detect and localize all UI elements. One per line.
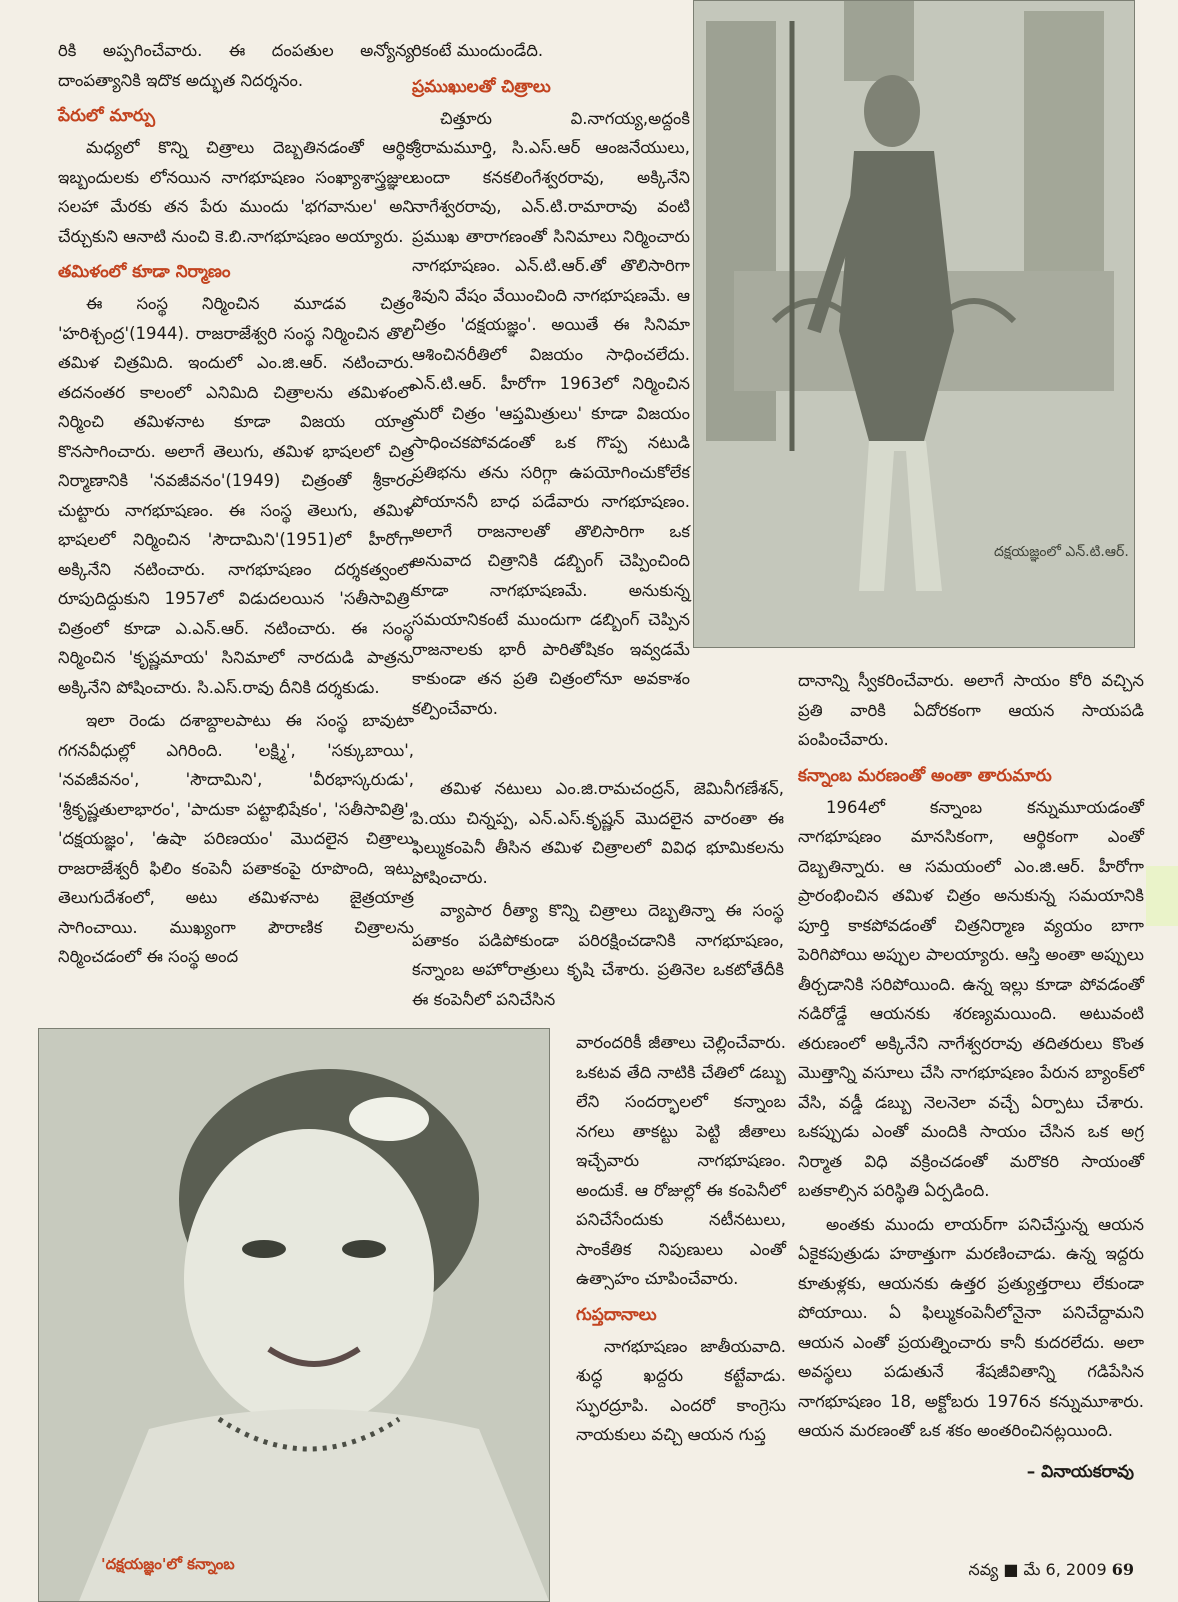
footer-separator: ■ xyxy=(1003,1560,1019,1579)
article-column-1 xyxy=(58,36,414,976)
magazine-name: నవ్య xyxy=(968,1560,999,1579)
paragraph: నాగభూషణం జాతీయవాది. శుద్ధ ఖద్దరు కట్టేవాడు. స్ఫురద్రూపి. ఎందరో కాంగ్రెసు నాయకులు వచ్చి ఆయన గుప్త xyxy=(576,1336,786,1444)
paragraph: చిత్తూరు వి.నాగయ్య,అద్దంకి శ్రీరామమూర్తి, సి.ఎస్.ఆర్ ఆంజనేయులు, బందా కనకలింగేశ్వరరావు, అక్కినేని నాగేశ్వరరావు, ఎన్.టి.రామారావు వంటి ప్రముఖ తారాగణంతో సినిమాలు నిర్మించారు నాగభూషణం. ఎన్.టి.ఆర్.తో తొలిసారిగా శివుని వేషం వేయించింది నాగభూషణమే. ఆ చిత్రం 'దక్షయజ్ఞం'. అయితే ఈ సినిమా ఆశించినరీతిలో విజయం సాధించలేదు. ఎన్.టి.ఆర్. హీరోగా 1963లో నిర్మించిన మరో చిత్రం 'ఆప్తమిత్రులు' కూడా విజయం సాధించకపోవడంతో ఒక గొప్ప నటుడి ప్రతిభను తను సరిగ్గా ఉపయోగించుకోలేక పోయాననీ బాధ పడేవారు నాగభూషణం. అలాగే రాజనాలతో తొలిసారిగా ఒక అనువాద చిత్రానికి డబ్బింగ్ చెప్పించింది కూడా నాగభూషణమే. అనుకున్న సమయానికంటే ముందుగా డబ్బింగ్ చెప్పిన రాజనాలకు భారీ పారితోషికం ఇవ్వడమే కాకుండా తన ప్రతి చిత్రంలోనూ అవకాశం కల్పించేవారు. xyxy=(412,108,690,718)
portrait-illustration xyxy=(39,1029,549,1601)
photo-top-caption: దక్షయజ్ఞంలో ఎన్.టి.ఆర్. xyxy=(994,544,1129,560)
paragraph: ఇలా రెండు దశాబ్దాలపాటు ఈ సంస్థ బావుటా గగనవీధుల్లో ఎగిరింది. 'లక్ష్మి', 'సక్కుబాయి', 'నవజీవనం', 'సౌదామిని', 'వీరభాస్కరుడు', 'శ్రీకృష్ణతులాభారం', 'పాదుకా పట్టాభిషేకం', 'సతీసావిత్రి', 'దక్షయజ్ఞం', 'ఉషా పరిణయం' మొదలైన చిత్రాలు రాజరాజేశ్వరీ ఫిలిం కంపెనీ పతాకంపై రూపొంది, ఇటు తెలుగుదేశంలో, అటు తమిళనాట జైత్రయాత్ర సాగించాయి. ముఖ్యంగా పౌరాణిక చిత్రాలను నిర్మించడంలో ఈ సంస్థ అంద xyxy=(58,711,414,966)
article-column-2-bottom xyxy=(576,1028,786,1454)
ntr-shiva-photo xyxy=(693,0,1135,648)
article-column-3 xyxy=(798,666,1144,1450)
author-byline: – వినాయకరావు xyxy=(1026,1462,1134,1482)
issue-date: మే 6, 2009 xyxy=(1023,1560,1107,1579)
paragraph: రికి అప్పగించేవారు. ఈ దంపతుల అన్యోన్య దాంపత్యానికి ఇదొక అద్భుత నిదర్శనం. xyxy=(58,41,414,90)
page-edge-tab xyxy=(1146,866,1178,926)
paragraph: వ్యాపార రీత్యా కొన్ని చిత్రాలు దెబ్బతిన్నా ఈ సంస్థ పతాకం పడిపోకుండా పరిరక్షించడానికి నాగభూషణం, కన్నాంబ అహోరాత్రులు కృషి చేశారు. ప్రతినెల ఒకటోతేదీకి ఈ కంపెనీలో పనిచేసిన xyxy=(412,901,784,1009)
paragraph: రికంటే ముందుండేది. xyxy=(412,41,544,60)
paragraph: దానాన్ని స్వీకరించేవారు. అలాగే సాయం కోరి వచ్చిన ప్రతి వారికి ఏదోరకంగా ఆయన సాయపడి పంపించేవారు. xyxy=(798,671,1144,749)
section-heading: కన్నాంబ మరణంతో అంతా తారుమారు xyxy=(798,765,1052,786)
kannamba-portrait-photo xyxy=(38,1028,550,1602)
section-heading: గుప్తదానాలు xyxy=(576,1304,657,1325)
paragraph: వారందరికీ జీతాలు చెల్లించేవారు. ఒకటవ తేది నాటికి చేతిలో డబ్బు లేని సందర్భాలలో కన్నాంబ నగలు తాకట్టు పెట్టి జీతాలు ఇచ్చేవారు నాగభూషణం. అందుకే. ఆ రోజుల్లో ఈ కంపెనీలో పనిచేసేందుకు నటీనటులు, సాంకేతిక నిపుణులు ఎంతో ఉత్సాహం చూపించేవారు. xyxy=(576,1033,786,1288)
section-heading: తమిళంలో కూడా నిర్మాణం xyxy=(58,262,231,282)
page-footer xyxy=(968,1560,1134,1583)
article-column-2-middle xyxy=(412,774,784,1018)
paragraph: అంతకు ముందు లాయర్‌గా పనిచేస్తున్న ఆయన ఏకైకపుత్రుడు హఠాత్తుగా మరణించాడు. ఉన్న ఇద్దరు కూతుళ్లకు, ఆయనకు ఉత్తర ప్రత్యుత్తరాలు లేకుండా పోయాయి. ఏ ఫిల్ముకంపెనీలోనైనా పనిచేద్దామని ఆయన ఎంతో ప్రయత్నించారు కానీ కుదరలేదు. అలా అవస్థలు పడుతునే శేషజీవితాన్ని గడిపేసిన నాగభూషణం 18, అక్టోబరు 1976న కన్నుమూశారు. ఆయన మరణంతో ఒక శకం అంతరించినట్లయింది. xyxy=(798,1214,1144,1440)
section-heading: పేరులో మార్పు xyxy=(58,106,156,126)
photo-illustration xyxy=(694,1,1134,647)
page-number: 69 xyxy=(1111,1560,1134,1579)
paragraph: 1964లో కన్నాంబ కన్నుమూయడంతో నాగభూషణం మానసికంగా, ఆర్థికంగా ఎంతో దెబ్బతిన్నారు. ఆ సమయంలో ఎం.జి.ఆర్. హీరోగా ప్రారంభించిన తమిళ చిత్రం అనుకున్న సమయానికి పూర్తి కాకపోవడంతో చిత్రనిర్మాణ వ్యయం బాగా పెరిగిపోయి అప్పుల పాలయ్యారు. ఆస్తి అంతా అప్పులు తీర్చడానికి సరిపోయింది. ఉన్న ఇల్లు కూడా పోవడంతో నడిరోడ్డే ఆయనకు శరణ్యమయింది. అటువంటి తరుణంలో అక్కినేని నాగేశ్వరరావు తదితరులు కొంత మొత్తాన్ని వసూలు చేసి నాగభూషణం పేరున బ్యాంక్‌లో వేసి, వడ్డీ డబ్బు నెలనెలా వచ్చే ఏర్పాటు చేశారు. ఒకప్పుడు ఎంతో మందికి సాయం చేసిన ఒక అగ్ర నిర్మాత విధి వక్రించడంతో మరొకరి సాయంతో బతకాల్సిన పరిస్థితి ఏర్పడింది. xyxy=(798,797,1144,1200)
paragraph: తమిళ నటులు ఎం.జి.రామచంద్రన్, జెమినీగణేశన్, పి.యు చిన్నప్ప, ఎన్.ఎస్.కృష్ణన్ మొదలైన వారంతా ఈ ఫిల్ముకంపెనీ తీసిన తమిళ చిత్రాలలో వివిధ భూమికలను పోషించారు. xyxy=(412,779,784,887)
paragraph: ఈ సంస్థ నిర్మించిన మూడవ చిత్రం 'హరిశ్చంద్ర'(1944). రాజరాజేశ్వరి సంస్థ నిర్మించిన తొలి తమిళ చిత్రమిది. ఇందులో ఎం.జి.ఆర్. నటించారు. తదనంతర కాలంలో ఎనిమిది చిత్రాలను తమిళంలో నిర్మించి తమిళనాట కూడా విజయ యాత్ర కొనసాగించారు. అలాగే తెలుగు, తమిళ భాషలలో చిత్ర నిర్మాణానికి 'నవజీవనం'(1949) చిత్రంతో శ్రీకారం చుట్టారు నాగభూషణం. ఈ సంస్థ తెలుగు, తమిళ భాషలలో నిర్మించిన 'సౌదామిని'(1951)లో హీరోగా అక్కినేని నటించారు. నాగభూషణం దర్శకత్వంలో రూపుదిద్దుకుని 1957లో విడుదలయిన 'సతీసావిత్రి' చిత్రంలో కూడా ఎ.ఎన్.ఆర్. నటించారు. ఈ సంస్థ నిర్మించిన 'కృష్ణమాయ' సినిమాలో నారదుడి పాత్రను అక్కినేని పోషించారు. సి.ఎస్.రావు దీనికి దర్శకుడు. xyxy=(58,294,414,697)
paragraph: మధ్యలో కొన్ని చిత్రాలు దెబ్బతినడంతో ఆర్థిక ఇబ్బందులకు లోనయిన నాగభూషణం సంఖ్యాశాస్త్రజ్ఞుల సలహా మేరకు తన పేరు ముందు 'భగవానుల' అని చేర్చుకుని ఆనాటి నుంచి కె.బి.నాగభూషణం అయ్యారు. xyxy=(58,138,414,246)
photo-bottom-caption: 'దక్షయజ్ఞం'లో కన్నాంబ xyxy=(101,1555,235,1573)
article-column-2-top xyxy=(412,36,690,727)
section-heading: ప్రముఖులతో చిత్రాలు xyxy=(412,76,551,97)
